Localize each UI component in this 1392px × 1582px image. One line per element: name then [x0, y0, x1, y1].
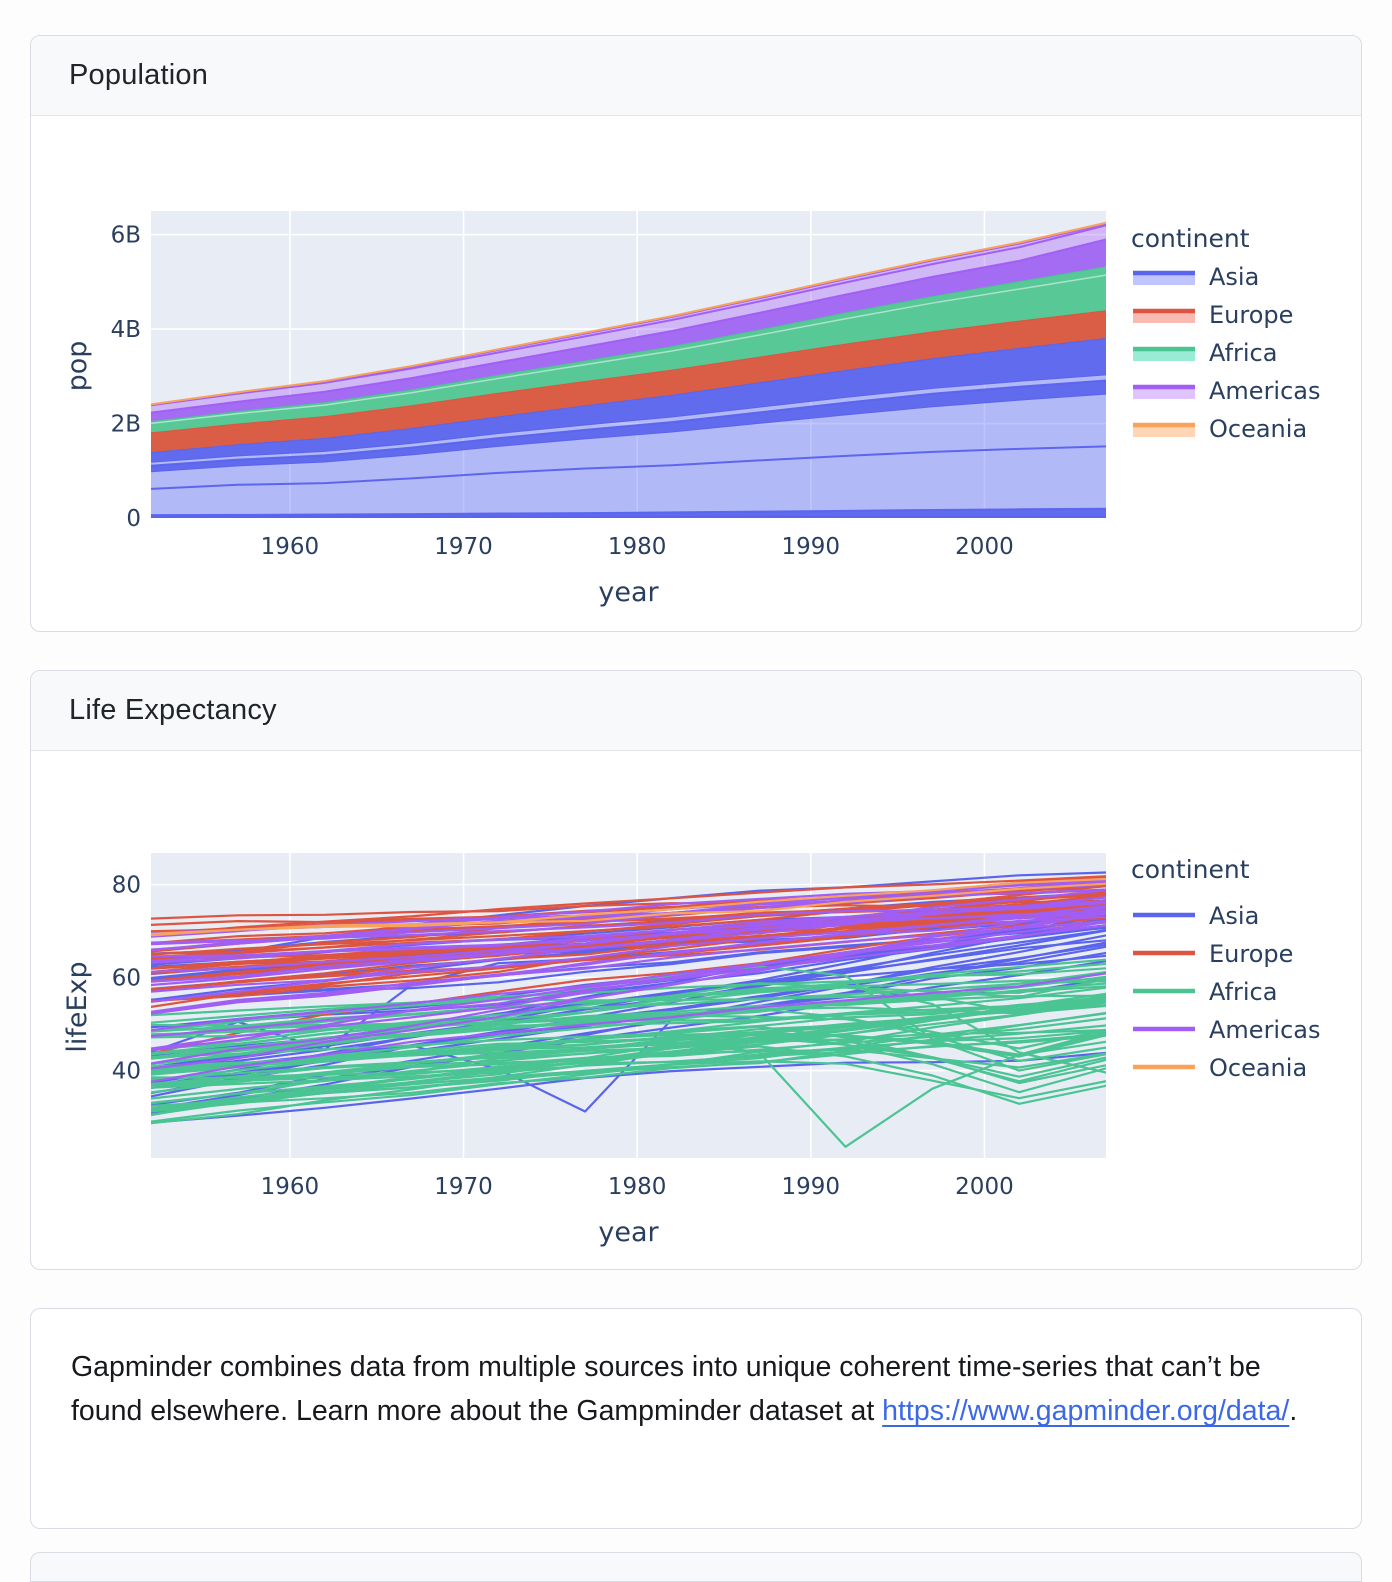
legend-item-africa[interactable] [1133, 339, 1277, 367]
legend [1131, 855, 1321, 1082]
legend [1131, 224, 1321, 443]
svg-text:2B: 2B [110, 411, 141, 438]
svg-text:60: 60 [111, 965, 141, 992]
legend-label: Asia [1209, 263, 1260, 291]
life-expectancy-card [30, 670, 1362, 1270]
population-chart[interactable] [31, 116, 1361, 631]
svg-text:0: 0 [126, 506, 141, 532]
y-axis-title: lifeExp [62, 961, 93, 1053]
description-suffix: . [1289, 1395, 1298, 1428]
legend-label: Oceania [1209, 415, 1308, 443]
svg-text:4B: 4B [110, 317, 141, 344]
gapminder-link[interactable]: https://www.gapminder.org/data/ [882, 1395, 1290, 1428]
life-expectancy-card-title: Life Expectancy [69, 694, 277, 726]
legend-item-asia[interactable] [1133, 902, 1259, 930]
svg-text:40: 40 [111, 1058, 141, 1085]
legend-item-africa[interactable] [1133, 978, 1277, 1006]
legend-label: Europe [1209, 301, 1294, 329]
life-expectancy-card-header [31, 671, 1361, 751]
svg-text:1990: 1990 [781, 1174, 841, 1200]
legend-label: Americas [1209, 1016, 1321, 1044]
legend-label: Africa [1209, 339, 1278, 367]
legend-item-asia[interactable] [1133, 263, 1259, 291]
svg-text:1960: 1960 [260, 534, 320, 560]
legend-label: Europe [1209, 940, 1294, 968]
description-card [30, 1308, 1362, 1529]
svg-text:1980: 1980 [607, 1174, 667, 1200]
svg-text:1980: 1980 [607, 534, 667, 560]
x-axis-title: year [598, 1217, 659, 1248]
svg-text:1960: 1960 [260, 1174, 320, 1200]
legend-label: Oceania [1209, 1054, 1308, 1082]
svg-text:6B: 6B [110, 222, 141, 249]
legend-item-europe[interactable] [1133, 301, 1293, 329]
svg-text:2000: 2000 [955, 1174, 1014, 1200]
svg-text:2000: 2000 [955, 534, 1014, 560]
next-card-edge [30, 1552, 1362, 1582]
legend-item-oceania[interactable] [1133, 415, 1307, 443]
x-axis-title: year [598, 577, 659, 608]
legend-item-americas[interactable] [1133, 377, 1321, 405]
svg-text:1970: 1970 [434, 1174, 493, 1200]
svg-text:1970: 1970 [434, 534, 493, 560]
legend-title: continent [1131, 855, 1250, 884]
legend-label: Americas [1209, 377, 1321, 405]
legend-item-americas[interactable] [1133, 1016, 1321, 1044]
legend-item-europe[interactable] [1133, 940, 1293, 968]
legend-label: Asia [1209, 902, 1260, 930]
description-text [71, 1345, 1321, 1434]
legend-title: continent [1131, 224, 1250, 253]
description-span: Gapminder combines data from multiple sources into unique coherent time-series that can’t be found elsewhere. Learn more about the Gampminder dataset at [71, 1351, 1261, 1428]
legend-item-oceania[interactable] [1133, 1054, 1307, 1082]
population-card-header [31, 36, 1361, 116]
y-axis-title: pop [62, 340, 93, 392]
legend-label: Africa [1209, 978, 1278, 1006]
svg-text:1990: 1990 [781, 534, 841, 560]
population-card [30, 35, 1362, 632]
population-card-title: Population [69, 59, 209, 91]
life-expectancy-chart[interactable] [31, 751, 1361, 1269]
svg-text:80: 80 [111, 872, 141, 899]
